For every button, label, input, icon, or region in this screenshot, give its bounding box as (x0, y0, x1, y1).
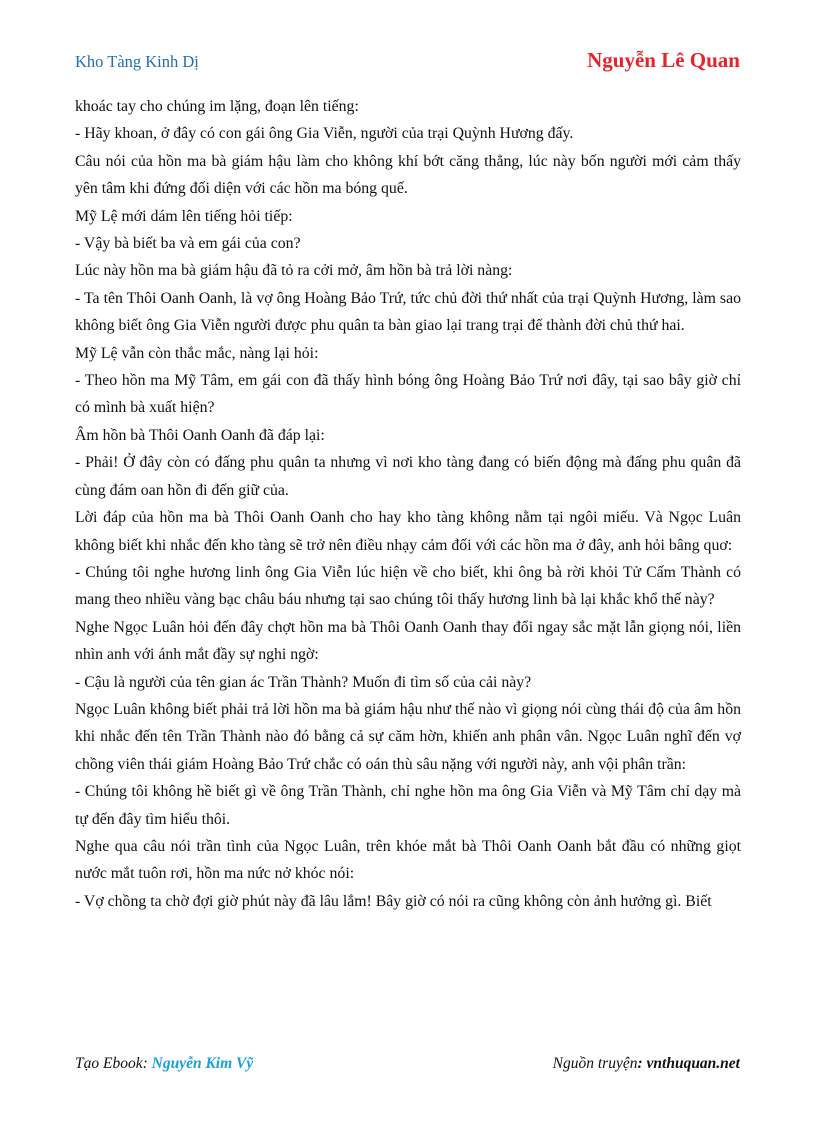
page-body (75, 93, 741, 915)
paragraph: - Chúng tôi không hề biết gì về ông Trần Thành, chỉ nghe hồn ma ông Gia Viễn và Mỹ Tâm chỉ dạy mà tự đến đây tìm hiểu thôi. (75, 783, 741, 828)
paragraph: - Theo hồn ma Mỹ Tâm, em gái con đã thấy hình bóng ông Hoàng Bảo Trứ nơi đây, tại sao bây giờ chỉ có mình bà xuất hiện? (75, 372, 741, 417)
paragraph: Lời đáp của hồn ma bà Thôi Oanh Oanh cho hay kho tàng không nằm tại ngôi miếu. Và Ngọc Luân không biết khi nhắc đến kho tàng sẽ trở nên điều nhạy cảm đối với các hồn ma ở đây, anh hỏi bâng quơ: (75, 509, 741, 554)
paragraph: - Chúng tôi nghe hương linh ông Gia Viễn lúc hiện về cho biết, khi ông bà rời khỏi Tử Cấm Thành có mang theo nhiều vàng bạc châu báu nhưng tại sao chúng tôi thấy hương linh bà lại khắc khổ thế này? (75, 563, 741, 609)
paragraph: Mỹ Lệ vẫn còn thắc mắc, nàng lại hỏi: (75, 344, 319, 362)
book-title: Kho Tàng Kinh Dị (75, 52, 199, 71)
paragraph: khoác tay cho chúng im lặng, đoạn lên tiếng: (75, 98, 359, 115)
paragraph: - Vậy bà biết ba và em gái của con? (75, 235, 301, 253)
paragraph: - Cậu là người của tên gian ác Trần Thành? Muốn đi tìm số của cải này? (75, 673, 532, 691)
paragraph: Nghe qua câu nói trần tình của Ngọc Luân, trên khóe mắt bà Thôi Oanh Oanh bắt đầu có những giọt nước mắt tuôn rơi, hồn ma nức nở khóc nói: (75, 837, 741, 883)
paragraph: Mỹ Lệ mới dám lên tiếng hỏi tiếp: (75, 207, 293, 225)
paragraph: Âm hồn bà Thôi Oanh Oanh đã đáp lại: (75, 426, 325, 444)
paragraph: Ngọc Luân không biết phải trả lời hồn ma bà giám hậu như thế nào vì giọng nói cùng thái độ của âm hồn khi nhắc đến tên Trần Thành nào đó bằng cả sự căm hờn, khiến anh phân vân. Ngọc Luân nghĩ đến vợ chồng viên thái giám Hoàng Bảo Trứ chắc có oán thù sâu nặng với người này, anh vội phân trần: (75, 700, 741, 773)
paragraph: Nghe Ngọc Luân hỏi đến đây chợt hồn ma bà Thôi Oanh Oanh thay đổi ngay sắc mặt lẫn giọng nói, liền nhìn anh với ánh mắt đầy sự nghi ngờ: (75, 618, 741, 664)
paragraph: - Vợ chồng ta chờ đợi giờ phút này đã lâu lắm! Bây giờ có nói ra cũng không còn ảnh hưởng gì. Biết (75, 892, 712, 910)
paragraph: - Ta tên Thôi Oanh Oanh, là vợ ông Hoàng Bảo Trứ, tức chủ đời thứ nhất của trại Quỳnh Hương, làm sao không biết ông Gia Viễn người được phu quân ta bàn giao lại trang trại để thành đời chủ thứ hai. (75, 289, 741, 335)
paragraph: - Phải! Ở đây còn có đấng phu quân ta nhưng vì nơi kho tàng đang có biến động mà đấng phu quân đã cùng đám oan hồn đi đến giữ của. (75, 454, 741, 499)
paragraph: Câu nói của hồn ma bà giám hậu làm cho không khí bớt căng thẳng, lúc này bốn người mới cảm thấy yên tâm khi đứng đối diện với các hồn ma bóng quế. (75, 152, 741, 198)
page-header (75, 48, 740, 78)
ebook-credit-separator: : (142, 1055, 152, 1072)
ebook-credit (75, 1055, 253, 1073)
paragraph: - Hãy khoan, ở đây có con gái ông Gia Viễn, người của trại Quỳnh Hương đấy. (75, 125, 574, 143)
source-credit-label: Nguồn truyện (552, 1055, 638, 1072)
author-name: Nguyễn Lê Quan (587, 48, 740, 72)
source-site-name: vnthuquan.net (646, 1055, 740, 1072)
ebook-creator-name: Nguyễn Kim Vỹ (151, 1055, 254, 1072)
source-credit (553, 1055, 740, 1073)
ebook-credit-label: Tạo Ebook (75, 1055, 143, 1072)
source-credit-separator: : (637, 1055, 647, 1072)
page-footer (75, 1055, 740, 1077)
paragraph: Lúc này hồn ma bà giám hậu đã tỏ ra cởi mở, âm hồn bà trả lời nàng: (75, 262, 513, 280)
